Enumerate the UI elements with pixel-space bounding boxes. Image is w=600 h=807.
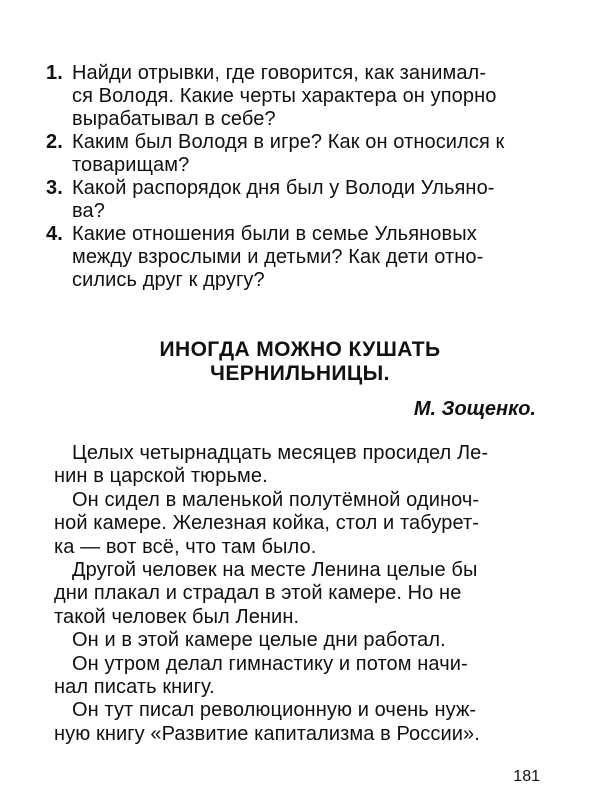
question-item <box>46 177 546 223</box>
story-text-line: Целых четырнадцать месяцев просидел Ле- <box>72 442 489 464</box>
question-text-line: вырабатывал в себе? <box>72 108 276 130</box>
story-text-line: Он сидел в маленькой полутёмной одиноч- <box>72 488 480 511</box>
story-text-line: нин в царской тюрьме. <box>54 465 268 488</box>
question-text-line: товарищам? <box>72 154 190 176</box>
question-number: 3. <box>46 177 63 199</box>
page-number: 181 <box>513 768 540 785</box>
story-text-line: Он тут писал революционную и очень нуж- <box>72 699 477 722</box>
question-text-line: Какой распорядок дня был у Володи Ульяно- <box>72 177 495 199</box>
story-title-line-1: ИНОГДА МОЖНО КУШАТЬ <box>159 338 441 361</box>
question-text-line: Найди отрывки, где говорится, как занимал- <box>72 62 487 84</box>
question-text-line: между взрослыми и детьми? Как дети отно- <box>72 246 484 268</box>
question-number: 4. <box>46 223 63 245</box>
question-text-line: Какие отношения были в семье Ульяновых <box>72 223 477 245</box>
question-number: 1. <box>46 62 63 84</box>
story-text-line: нал писать книгу. <box>54 676 215 699</box>
question-item <box>46 131 546 177</box>
story-text-line: Он утром делал гимнастику и потом начи- <box>72 652 468 675</box>
question-item <box>46 223 546 292</box>
story-text-line: Другой человек на месте Ленина целые бы <box>72 559 478 582</box>
question-number: 2. <box>46 131 63 153</box>
question-text-line: Каким был Володя в игре? Как он относился к <box>72 131 505 153</box>
question-list <box>46 62 546 292</box>
story-body <box>54 442 550 746</box>
question-item <box>46 62 546 131</box>
story-text-line: ной камере. Железная койка, стол и табурет- <box>54 512 480 535</box>
story-text-line: Он и в этой камере целые дни работал. <box>72 629 446 652</box>
story-text-line: ка — вот всё, что там было. <box>54 535 317 558</box>
question-text-line: сились друг к другу? <box>72 269 265 291</box>
question-text-line: ва? <box>72 200 105 222</box>
story-text-line: ную книгу «Развитие капитализма в России». <box>54 722 480 745</box>
story-text-line: дни плакал и страдал в этой камере. Но не <box>54 582 462 605</box>
story-title-line-2: ЧЕРНИЛЬНИЦЫ. <box>210 362 390 385</box>
story-author: М. Зощенко. <box>413 398 536 420</box>
story-text-line: такой человек был Ленин. <box>54 605 300 628</box>
question-text-line: ся Володя. Какие черты характера он упорно <box>72 85 497 107</box>
